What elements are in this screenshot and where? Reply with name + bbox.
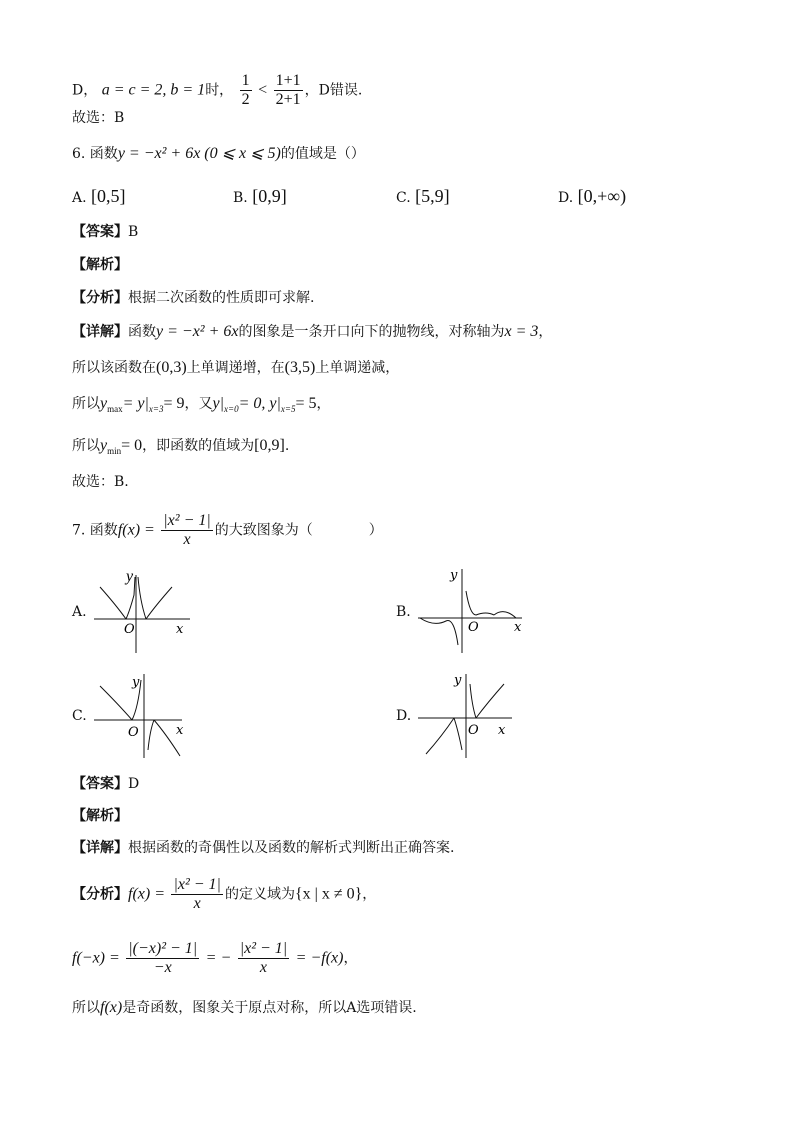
q7-fenxi-3: 所以f(x)是奇函数，图象关于原点对称，所以A选项错误.: [72, 999, 417, 1016]
q7-fenxi-fraction-2: $\frac{\text{|(−x)² − 1|}}{-x}$: [128, 940, 198, 976]
q7-graph-d[interactable]: [414, 670, 524, 760]
line-d-label: D，: [72, 82, 98, 99]
line-d: D， a = c = 2, b = 1时， $\frac{1}{2}$ < $\frac{1+1}{2+1}$ ，D错误.: [72, 72, 363, 108]
q6-answer: 【答案】B: [72, 224, 139, 240]
q7-answer: 【答案】D: [72, 776, 140, 792]
q6-xiangjie-2: 所以该函数在(0,3)上单调递增，在(3,5)上单调递减，: [72, 359, 400, 376]
fraction-rhs: $\frac{1+1}{2+1}$: [275, 72, 301, 108]
q6-option-d[interactable]: D. [0,+∞): [558, 186, 627, 206]
q6-final: 故选：B.: [72, 474, 129, 490]
q7-option-b-label[interactable]: B.: [396, 604, 411, 620]
q6-fenxi: 【分析】根据二次函数的性质即可求解.: [72, 290, 315, 306]
origin-label: O: [128, 725, 139, 740]
fraction-lhs: $\frac{1}{2}$: [241, 72, 250, 108]
x-label: x: [514, 620, 522, 635]
q6-xiangjie-3: 所以$y_{max}= y|_{x=3}= 9$，又$y|_{x=0}= 0$, $y|_{x=5}= 5$，: [72, 395, 331, 414]
q7-fraction: $\frac{\text{|x² − 1|}}{x}$: [163, 512, 211, 548]
q7-graph-a[interactable]: [90, 565, 200, 655]
answer-prev: 故选：B: [72, 110, 125, 126]
curve-left: [100, 686, 132, 720]
q6-option-a[interactable]: A. [0,5]: [72, 186, 126, 206]
x-label: x: [176, 622, 184, 637]
q7-analysis-tag: 【解析】: [72, 808, 128, 824]
line-d-tail: ，D错误.: [304, 82, 363, 99]
q7-option-a-label[interactable]: A.: [72, 604, 87, 620]
origin-label: O: [468, 620, 479, 635]
curve-left: [426, 718, 454, 754]
y-label: y: [450, 568, 458, 583]
curve-left: [100, 587, 126, 619]
q7-option-d-label[interactable]: D.: [396, 708, 412, 724]
q6-xiangjie-1: 【详解】函数y = −x² + 6x的图象是一条开口向下的抛物线，对称轴为x = 3，: [72, 323, 553, 340]
x-label: x: [176, 723, 184, 738]
q6-function: y = −x² + 6x (0 ⩽ x ⩽ 5): [117, 145, 281, 162]
curve-left: [420, 618, 458, 645]
origin-label: O: [124, 622, 135, 637]
line-d-cond: a = c = 2, b = 1: [101, 81, 206, 99]
q6-analysis-tag: 【解析】: [72, 257, 128, 273]
q6-option-b[interactable]: B. [0,9]: [233, 186, 287, 206]
q6-stem: 6. 函数y = −x² + 6x (0 ⩽ x ⩽ 5)的值域是（）: [72, 145, 365, 162]
y-label: y: [126, 568, 134, 585]
q7-option-c-label[interactable]: C.: [72, 708, 87, 724]
q7-graph-c[interactable]: [90, 670, 200, 760]
q7-stem: 7. 函数f(x) = $\frac{\text{|x² − 1|}}{x}$ 的大致图象为（ ）: [72, 512, 383, 548]
q6-option-c[interactable]: C. [5,9]: [396, 186, 450, 206]
line-d-shi: 时，: [205, 82, 234, 99]
q7-fenxi-1: 【分析】f(x) = $\frac{\text{|x² − 1|}}{x}$ 的定义域为{x | x ≠ 0}，: [72, 876, 377, 912]
q7-fenxi-fraction-3: $\frac{\text{|x² − 1|}}{x}$: [239, 940, 288, 976]
q7-graph-b[interactable]: [414, 565, 534, 655]
x-label: x: [498, 723, 506, 738]
q7-xiangjie: 【详解】根据函数的奇偶性以及函数的解析式判断出正确答案.: [72, 840, 455, 856]
y-label: y: [454, 673, 462, 688]
q7-fenxi-2: f(−x) = $\frac{\text{|(−x)² − 1|}}{-x}$ = − $\frac{\text{|x² − 1|}}{x}$ = −f(x)，: [72, 940, 358, 976]
y-label: y: [132, 675, 140, 690]
q6-xiangjie-4: 所以$y_{min}= 0$，即函数的值域为[0,9].: [72, 437, 290, 456]
q7-fenxi-fraction: $\frac{\text{|x² − 1|}}{x}$: [173, 876, 221, 912]
origin-label: O: [468, 723, 479, 738]
